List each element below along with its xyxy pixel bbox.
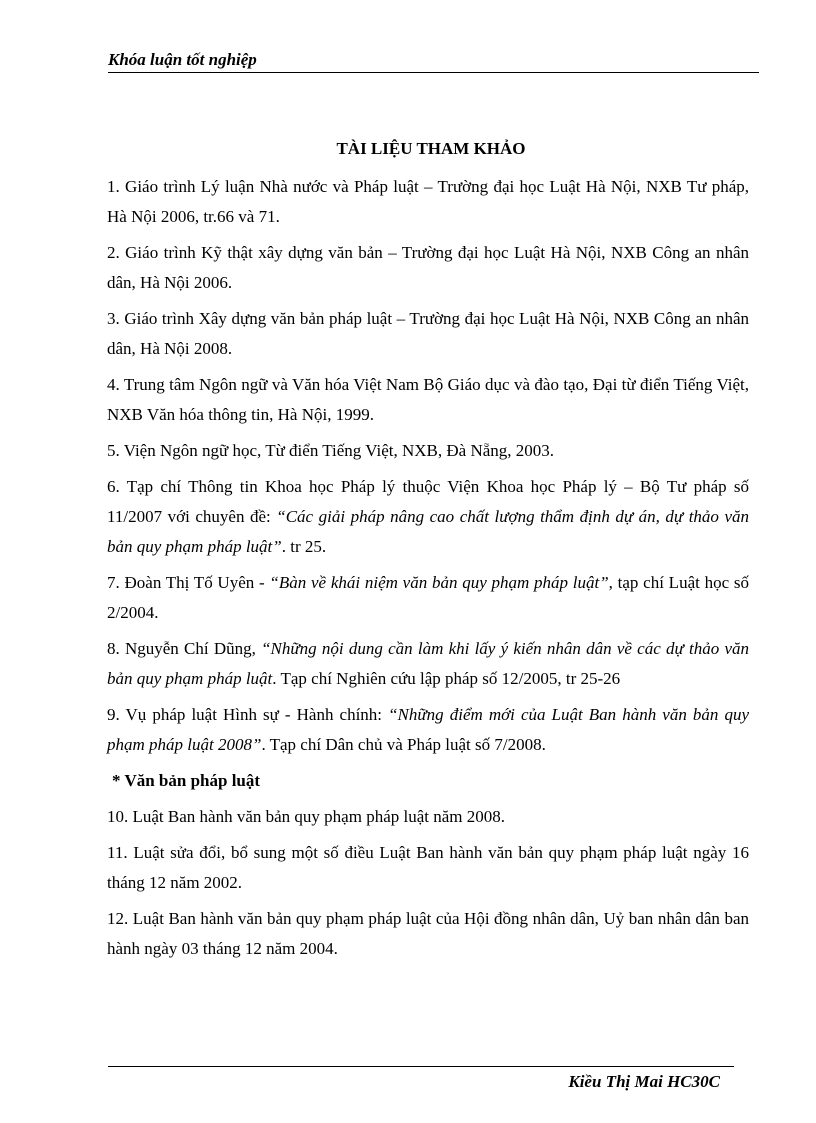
reference-list: [107, 172, 749, 760]
reference-text: Giáo trình Xây dựng văn bản pháp luật – Trường đại học Luật Hà Nội, NXB Công an nhân dân, Hà Nội 2008.: [107, 309, 749, 358]
reference-number: 11.: [107, 843, 128, 862]
reference-text: Luật Ban hành văn bản quy phạm pháp luật năm 2008.: [128, 807, 505, 826]
reference-text: Tạp chí Thông tin Khoa học Pháp lý thuộc Viện Khoa học Pháp lý – Bộ Tư pháp số 11/2007 với chuyên đề:: [107, 477, 749, 526]
legal-docs-subheading: * Văn bản pháp luật: [112, 771, 261, 790]
reference-item: [107, 238, 749, 298]
legal-doc-list: [107, 802, 749, 964]
reference-number: 7.: [107, 573, 120, 592]
reference-italic-title: “Các giải pháp nâng cao chất lượng thẩm định dự án, dự thảo văn bản quy phạm pháp luật”: [107, 507, 750, 556]
reference-number: 5.: [107, 441, 120, 460]
reference-item: [107, 172, 749, 232]
reference-italic-title: “Những điểm mới của Luật Ban hành văn bản quy phạm pháp luật 2008”: [107, 705, 749, 754]
legal-doc-item: [107, 838, 749, 898]
reference-italic-title: “Những nội dung cần làm khi lấy ý kiến nhân dân về các dự thảo văn bản quy phạm pháp luật: [107, 639, 750, 688]
reference-text-after: , tạp chí Luật học số 2/2004.: [107, 573, 749, 622]
reference-number: 4.: [107, 375, 120, 394]
footer-author: Kiều Thị Mai HC30C: [568, 1072, 720, 1091]
reference-item: [107, 568, 749, 628]
reference-text: Giáo trình Lý luận Nhà nước và Pháp luật – Trường đại học Luật Hà Nội, NXB Tư pháp, Hà Nội 2006, tr.66 và 71.: [107, 177, 749, 226]
reference-text: Nguyễn Chí Dũng,: [119, 639, 262, 658]
reference-number: 3.: [107, 309, 120, 328]
reference-number: 6.: [107, 477, 120, 496]
footer-divider: [108, 1066, 734, 1067]
reference-number: 8.: [107, 639, 120, 658]
reference-item: [107, 370, 749, 430]
reference-item: [107, 436, 749, 466]
page-header: [108, 48, 759, 73]
reference-text: Viện Ngôn ngữ học, Từ điển Tiếng Việt, NXB, Đà Nẵng, 2003.: [119, 441, 555, 460]
reference-text: Luật sửa đổi, bổ sung một số điều Luật Ban hành văn bản quy phạm pháp luật ngày 16 tháng 12 năm 2002.: [107, 843, 749, 892]
legal-doc-item: [107, 802, 749, 832]
document-body: [107, 134, 749, 970]
reference-number: 12.: [107, 909, 129, 928]
reference-text: Trung tâm Ngôn ngữ và Văn hóa Việt Nam Bộ Giáo dục và đào tạo, Đại từ điển Tiếng Việt, NXB Văn hóa thông tin, Hà Nội, 1999.: [107, 375, 749, 424]
reference-italic-title: “Bàn về khái niệm văn bản quy phạm pháp luật”: [269, 573, 609, 592]
reference-item: [107, 700, 749, 760]
reference-number: 2.: [107, 243, 120, 262]
reference-number: 9.: [107, 705, 120, 724]
reference-item: [107, 472, 749, 562]
reference-item: [107, 634, 749, 694]
reference-text: Vụ pháp luật Hình sự - Hành chính:: [119, 705, 389, 724]
reference-text: Luật Ban hành văn bản quy phạm pháp luật của Hội đồng nhân dân, Uỷ ban nhân dân ban hành ngày 03 tháng 12 năm 2004.: [107, 909, 749, 958]
reference-item: [107, 304, 749, 364]
section-title: TÀI LIỆU THAM KHẢO: [336, 139, 526, 158]
reference-number: 1.: [107, 177, 120, 196]
reference-text-after: . Tạp chí Nghiên cứu lập pháp số 12/2005, tr 25-26: [272, 669, 621, 688]
reference-text-after: . Tạp chí Dân chủ và Pháp luật số 7/2008.: [261, 735, 546, 754]
header-title: Khóa luận tốt nghiệp: [108, 50, 257, 69]
reference-text: Giáo trình Kỹ thật xây dựng văn bản – Trường đại học Luật Hà Nội, NXB Công an nhân dân, Hà Nội 2006.: [107, 243, 749, 292]
reference-text-after: . tr 25.: [281, 537, 327, 556]
reference-number: 10.: [107, 807, 129, 826]
reference-text: Đoàn Thị Tố Uyên -: [119, 573, 270, 592]
legal-doc-item: [107, 904, 749, 964]
